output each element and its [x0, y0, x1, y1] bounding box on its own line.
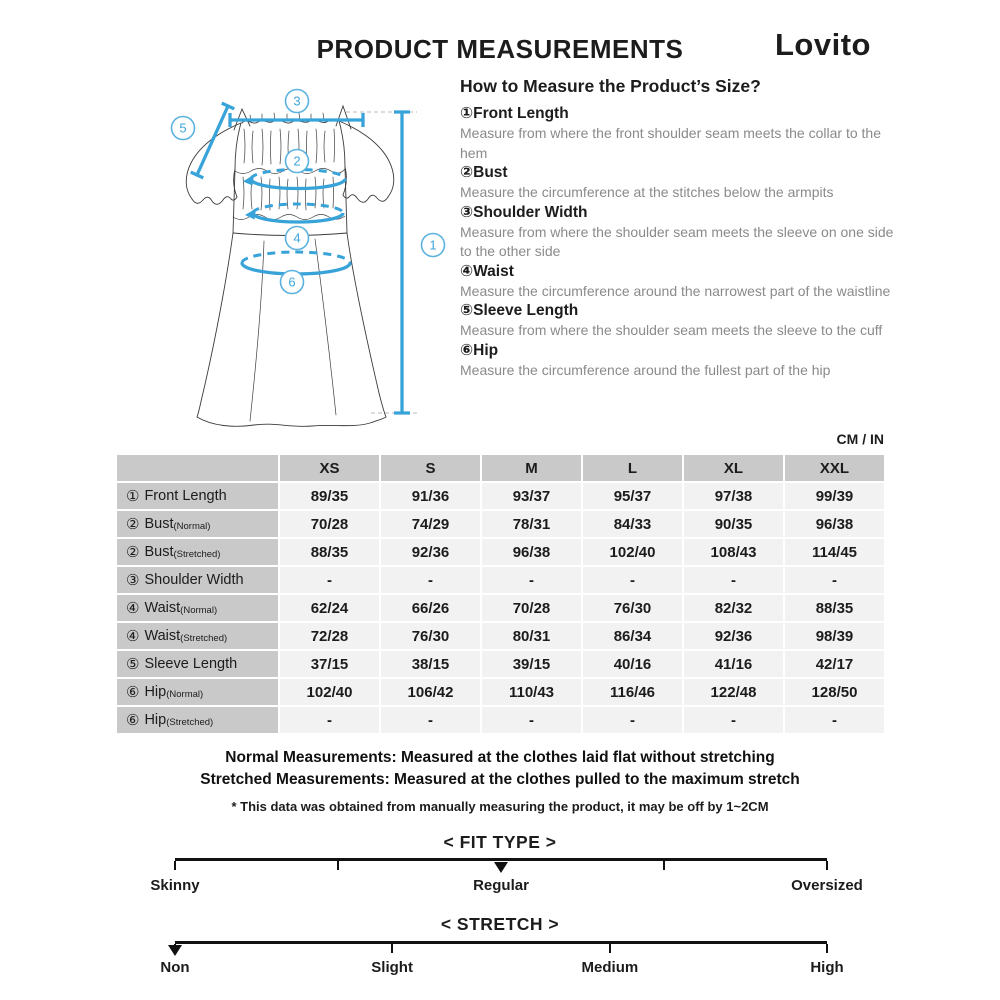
- table-row-label: [117, 511, 278, 537]
- scale-tick: [826, 944, 829, 953]
- row-number-icon: ②: [126, 544, 140, 561]
- scale-label: High: [810, 959, 844, 976]
- measure-description: Measure from where the shoulder seam meets the sleeve on one side to the other side: [460, 223, 894, 259]
- measurement-value: 93/37: [482, 483, 581, 509]
- measure-label-line: [460, 163, 900, 183]
- scale-tick: [826, 861, 829, 870]
- measurement-value: -: [280, 567, 379, 593]
- measure-label-line: [460, 104, 900, 124]
- row-name: Bust: [144, 516, 174, 532]
- measurement-value: -: [482, 567, 581, 593]
- measurement-value: -: [381, 707, 480, 733]
- measurement-value: 92/36: [684, 623, 783, 649]
- row-number-icon: ②: [126, 516, 140, 533]
- badge-5: 5: [179, 120, 187, 136]
- measure-number-icon: ④: [460, 262, 474, 280]
- measurement-value: 89/35: [280, 483, 379, 509]
- scale-label: Skinny: [150, 877, 200, 894]
- row-number-icon: ⑥: [126, 684, 140, 701]
- measurement-value: 86/34: [583, 623, 682, 649]
- measurement-value: 82/32: [684, 595, 783, 621]
- fit-type-labels: [150, 877, 863, 897]
- row-number-icon: ⑤: [126, 656, 140, 673]
- measure-name: Front Length: [473, 105, 569, 122]
- table-corner-cell: [117, 455, 278, 481]
- size-column-header: XS: [280, 455, 379, 481]
- scale-marker-icon: [168, 945, 182, 956]
- row-name: Front Length: [144, 488, 227, 504]
- how-to-list: [460, 104, 900, 380]
- measurement-value: 95/37: [583, 483, 682, 509]
- brand-logo: Lovito: [775, 27, 871, 62]
- size-column-header: L: [583, 455, 682, 481]
- row-sub-label: (Stretched): [166, 716, 214, 728]
- measurement-value: -: [583, 707, 682, 733]
- measure-label-line: [460, 262, 900, 282]
- how-to-section: [460, 76, 900, 380]
- how-to-item: [460, 163, 900, 203]
- size-column-header: XXL: [785, 455, 884, 481]
- size-column-header: XL: [684, 455, 783, 481]
- table-row-label: [117, 539, 278, 565]
- measurement-value: 84/33: [583, 511, 682, 537]
- measurement-value: 41/16: [684, 651, 783, 677]
- measure-name: Sleeve Length: [473, 302, 579, 319]
- measurement-value: 97/38: [684, 483, 783, 509]
- measure-number-icon: ①: [460, 105, 474, 122]
- measurement-value: 102/40: [280, 679, 379, 705]
- how-to-item: [460, 262, 900, 302]
- scale-label: Oversized: [791, 877, 863, 894]
- disclaimer-note: * This data was obtained from manually measuring the product, it may be off by 1~2CM: [231, 799, 769, 814]
- measurement-value: 116/46: [583, 679, 682, 705]
- measure-name: Hip: [473, 341, 499, 359]
- note-normal: Normal Measurements: Measured at the clothes laid flat without stretching: [225, 749, 775, 766]
- how-to-item: [460, 203, 900, 262]
- row-name: Sleeve Length: [144, 656, 238, 672]
- table-row-label: [117, 651, 278, 677]
- scale-tick: [391, 944, 394, 953]
- measurement-value: 91/36: [381, 483, 480, 509]
- stretch-scale: [175, 941, 827, 944]
- badge-4: 4: [293, 230, 301, 246]
- badge-1: 1: [429, 237, 437, 253]
- measurement-value: -: [684, 567, 783, 593]
- size-column-header: S: [381, 455, 480, 481]
- row-name: Shoulder Width: [144, 572, 244, 588]
- table-row-label: [117, 595, 278, 621]
- row-sub-label: (Normal): [166, 688, 204, 700]
- note-stretched: Stretched Measurements: Measured at the clothes pulled to the maximum stretch: [200, 770, 800, 788]
- measure-label-line: [460, 341, 900, 361]
- scale-marker-icon: [494, 862, 508, 873]
- measure-label-line: [460, 301, 900, 321]
- measurement-value: 108/43: [684, 539, 783, 565]
- row-number-icon: ⑥: [126, 712, 140, 729]
- measure-name: Bust: [473, 164, 508, 181]
- measurement-value: 80/31: [482, 623, 581, 649]
- row-name: Hip: [144, 712, 167, 728]
- badge-2: 2: [293, 153, 301, 169]
- scale-tick: [174, 861, 177, 870]
- measurement-value: 40/16: [583, 651, 682, 677]
- row-name: Hip: [144, 684, 167, 700]
- measurement-value: 128/50: [785, 679, 884, 705]
- measurement-value: -: [785, 567, 884, 593]
- measurement-value: 37/15: [280, 651, 379, 677]
- scale-tick: [609, 944, 612, 953]
- table-row-label: [117, 679, 278, 705]
- measurement-notes: [0, 747, 1000, 790]
- unit-label: CM / IN: [836, 431, 884, 447]
- guide-dashed-lines: [346, 112, 417, 413]
- row-name: Bust: [144, 544, 174, 560]
- badge-6: 6: [288, 274, 296, 290]
- table-row-label: [117, 623, 278, 649]
- measurement-value: -: [583, 567, 682, 593]
- measure-description: Measure from where the front shoulder seam meets the collar to the hem: [460, 125, 881, 161]
- table-row-label: [117, 707, 278, 733]
- scale-label: Slight: [371, 959, 413, 976]
- size-table: [117, 455, 884, 733]
- measurement-value: 42/17: [785, 651, 884, 677]
- measure-description: Measure the circumference around the narrowest part of the waistline: [460, 282, 891, 299]
- table-row-label: [117, 483, 278, 509]
- measurement-value: 99/39: [785, 483, 884, 509]
- measurement-value: 96/38: [785, 511, 884, 537]
- scale-tick: [337, 861, 340, 870]
- measurement-value: 70/28: [280, 511, 379, 537]
- measurement-value: 66/26: [381, 595, 480, 621]
- measurement-value: 76/30: [583, 595, 682, 621]
- measure-name: Shoulder Width: [473, 203, 588, 221]
- row-name: Waist: [144, 628, 181, 644]
- row-sub-label: (Normal): [180, 604, 218, 616]
- measure-number-icon: ③: [460, 203, 474, 221]
- stretch-title: < STRETCH >: [440, 914, 560, 934]
- measure-number-icon: ②: [460, 164, 474, 181]
- measure-number-icon: ⑤: [460, 302, 474, 319]
- measure-number-icon: ⑥: [460, 341, 474, 359]
- measurement-value: 98/39: [785, 623, 884, 649]
- row-number-icon: ③: [126, 572, 140, 589]
- measure-label-line: [460, 203, 900, 223]
- measurement-value: 88/35: [785, 595, 884, 621]
- size-column-header: M: [482, 455, 581, 481]
- measurement-value: -: [785, 707, 884, 733]
- row-name: Waist: [144, 600, 181, 616]
- measurement-value: 76/30: [381, 623, 480, 649]
- table-row-label: [117, 567, 278, 593]
- fit-type-scale: [175, 858, 827, 861]
- measurement-value: 110/43: [482, 679, 581, 705]
- measurement-value: -: [280, 707, 379, 733]
- row-number-icon: ①: [126, 488, 140, 505]
- row-number-icon: ④: [126, 600, 140, 617]
- row-sub-label: (Stretched): [180, 632, 228, 644]
- measurement-value: 62/24: [280, 595, 379, 621]
- badge-3: 3: [293, 93, 301, 109]
- dress-measurement-diagram: [140, 85, 460, 435]
- measurement-value: 78/31: [482, 511, 581, 537]
- measurement-value: 39/15: [482, 651, 581, 677]
- fit-type-title: < FIT TYPE >: [443, 832, 557, 852]
- scale-label: Non: [160, 959, 190, 976]
- measurement-value: 102/40: [583, 539, 682, 565]
- measurement-value: 38/15: [381, 651, 480, 677]
- measurement-value: 88/35: [280, 539, 379, 565]
- measurement-value: 70/28: [482, 595, 581, 621]
- measurement-value: 90/35: [684, 511, 783, 537]
- row-number-icon: ④: [126, 628, 140, 645]
- measurement-value: -: [482, 707, 581, 733]
- measurement-value: 72/28: [280, 623, 379, 649]
- measurement-value: 122/48: [684, 679, 783, 705]
- scale-label: Medium: [581, 959, 639, 976]
- measure-description: Measure the circumference at the stitches below the armpits: [460, 184, 834, 200]
- how-to-item: [460, 301, 900, 341]
- measure-name: Waist: [473, 262, 514, 280]
- measurement-value: 74/29: [381, 511, 480, 537]
- measurement-value: -: [684, 707, 783, 733]
- page-title: PRODUCT MEASUREMENTS: [316, 34, 684, 64]
- measurement-value: 114/45: [785, 539, 884, 565]
- measure-description: Measure from where the shoulder seam meets the sleeve to the cuff: [460, 322, 883, 338]
- how-to-heading: How to Measure the Product’s Size?: [460, 76, 761, 96]
- scale-label: Regular: [473, 877, 529, 894]
- scale-tick: [663, 861, 666, 870]
- measurement-value: -: [381, 567, 480, 593]
- measure-description: Measure the circumference around the fullest part of the hip: [460, 361, 831, 378]
- stretch-labels: [160, 959, 844, 979]
- how-to-item: [460, 104, 900, 163]
- row-sub-label: (Normal): [173, 520, 211, 532]
- row-sub-label: (Stretched): [173, 548, 221, 560]
- measurement-value: 92/36: [381, 539, 480, 565]
- measurement-value: 96/38: [482, 539, 581, 565]
- measurement-value: 106/42: [381, 679, 480, 705]
- how-to-item: [460, 341, 900, 381]
